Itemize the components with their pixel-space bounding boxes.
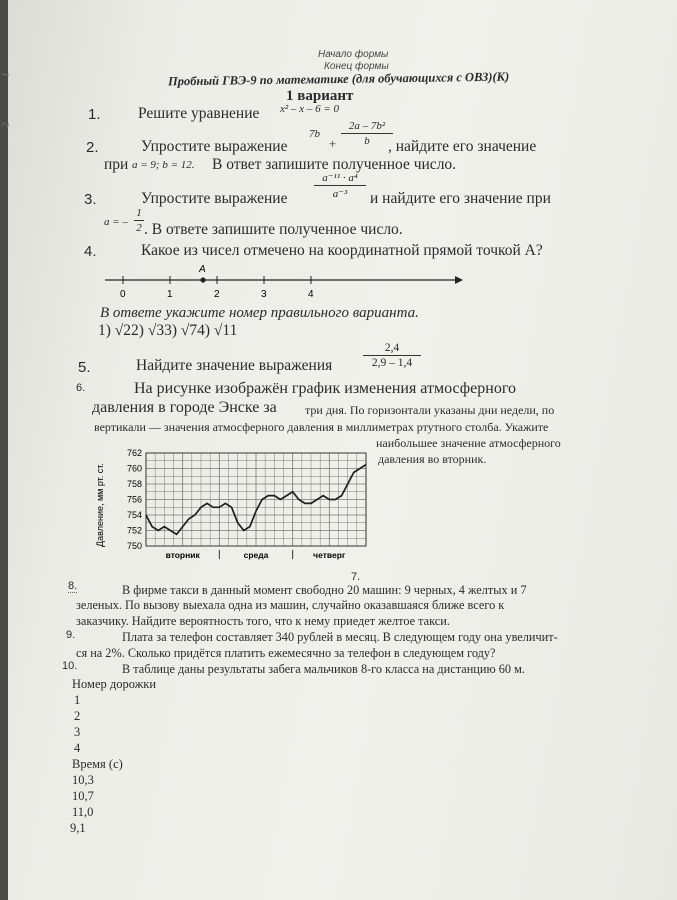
- q6-text-line5: давления во вторник.: [378, 452, 487, 466]
- q6-text-line3: вертикали — значения атмосферного давления в миллиметрах ртутного столба. Укажите: [94, 420, 549, 434]
- chart-ytick-label: 760: [126, 463, 142, 474]
- chart-xtick-label: четверг: [313, 550, 346, 560]
- q2-term1: 7b: [309, 128, 320, 140]
- chart-ytick-label: 756: [126, 494, 142, 505]
- q9-line1: Плата за телефон составляет 340 рублей в месяц. В следующем году она увеличит-: [122, 630, 558, 644]
- q2-line2-prefix: при: [104, 156, 129, 173]
- number-line-tick-label: 3: [261, 289, 267, 300]
- form-start-label: Начало формы: [318, 49, 389, 60]
- q6-text-line2-big: давления в городе Энске за: [92, 399, 277, 416]
- q2-text-after: , найдите его значение: [388, 138, 537, 155]
- q3-condition: a = –: [104, 216, 128, 228]
- q3-fraction-denominator: a⁻³: [332, 188, 348, 200]
- q3-text: Упростите выражение: [141, 190, 288, 207]
- q2-fraction-denominator: b: [364, 135, 370, 147]
- lane-value: 4: [74, 741, 81, 755]
- exam-title: Пробный ГВЭ-9 по математике (для обучающихся с ОВЗ)(К): [167, 69, 510, 89]
- point-a-marker: [200, 277, 205, 282]
- time-value: 11,0: [72, 805, 94, 819]
- form-end-label: Конец формы: [324, 61, 389, 72]
- point-a-label: A: [199, 264, 206, 275]
- q6-number: 6.: [76, 382, 86, 394]
- time-column-header: Время (с): [72, 757, 123, 771]
- q4-answer-prompt: В ответе укажите номер правильного варианта.: [100, 305, 419, 321]
- q4-number: 4.: [84, 243, 97, 260]
- q3-fraction-bar: [314, 185, 366, 186]
- lane-column-header: Номер дорожки: [72, 677, 157, 691]
- q3-cond-denominator: 2: [136, 222, 142, 234]
- lane-value: 2: [74, 709, 81, 723]
- q1-text: Решите уравнение: [138, 105, 260, 122]
- chart-xtick-label: среда: [243, 550, 269, 560]
- q2-number: 2.: [86, 139, 99, 156]
- number-line: [103, 260, 463, 300]
- q5-fraction-numerator: 2,4: [384, 342, 400, 354]
- q4-option-1: 1) √2: [98, 322, 132, 339]
- q5-number: 5.: [78, 359, 91, 376]
- q5-fraction-denominator: 2,9 – 1,4: [371, 357, 413, 369]
- margin-mark: 1: [0, 71, 12, 79]
- chart-xtick-label: вторник: [165, 550, 200, 560]
- variant-heading: 1 вариант: [286, 88, 354, 104]
- q4-option-4: 4) √11: [197, 322, 238, 339]
- chart-ytick-label: 752: [126, 525, 142, 536]
- q7-number: 7.: [351, 571, 361, 583]
- q8-line3: заказчику. Найдите вероятность того, что к нему приедет желтое такси.: [76, 614, 450, 628]
- q2-fraction-numerator: 2a – 7b²: [348, 120, 386, 132]
- q4-option-2: 2) √3: [131, 322, 165, 339]
- q2-plus: +: [328, 136, 337, 151]
- q6-text-line4: наибольшее значение атмосферного: [376, 436, 561, 450]
- q3-fraction: [314, 171, 366, 200]
- q3-cond-bar: [134, 220, 144, 221]
- q10-line1: В таблице даны результаты забега мальчиков 8-го класса на дистанцию 60 м.: [122, 662, 525, 676]
- q1-number: 1.: [88, 106, 101, 123]
- chart-ytick-label: 762: [126, 448, 142, 458]
- q1-formula: x² – x – 6 = 0: [280, 103, 339, 115]
- q5-fraction-bar: [363, 355, 421, 356]
- number-line-tick-label: 1: [167, 289, 173, 300]
- q3-fraction-numerator: a⁻¹¹ · a⁴: [322, 172, 358, 184]
- q4-options: [98, 323, 237, 339]
- q5-text: Найдите значение выражения: [136, 357, 333, 374]
- number-line-tick-label: 0: [120, 289, 126, 300]
- lane-value: 3: [74, 725, 81, 739]
- q5-fraction: [363, 342, 421, 369]
- q8-line1: В фирме такси в данный момент свободно 20 машин: 9 черных, 4 желтых и 7: [122, 583, 527, 597]
- q2-condition: a = 9; b = 12.: [132, 159, 195, 171]
- q3-cond-fraction: [134, 207, 144, 234]
- pressure-chart: [86, 443, 376, 571]
- number-line-tick-label: 4: [308, 289, 314, 300]
- q9-number: 9.: [66, 629, 76, 641]
- chart-ytick-label: 754: [126, 510, 142, 520]
- time-value: 9,1: [70, 821, 86, 835]
- q6-text-line2-small: три дня. По горизонтали указаны дни недели, по: [305, 403, 555, 417]
- chart-ytick-label: 758: [126, 479, 142, 489]
- q3-number: 3.: [84, 191, 97, 208]
- time-value: 10,7: [72, 789, 94, 803]
- time-value: 10,3: [72, 773, 94, 787]
- q2-text: Упростите выражение: [141, 138, 288, 155]
- q3-text-after: и найдите его значение при: [370, 190, 551, 207]
- q3-cond-numerator: 1: [136, 207, 142, 219]
- q8-line2: зеленых. По вызову выехала одна из машин, случайно оказавшаяся ближе всего к: [76, 598, 505, 612]
- q6-text-line1: На рисунке изображён график изменения атмосферного: [134, 380, 516, 397]
- q2-line2-text: В ответ запишите полученное число.: [212, 156, 457, 173]
- chart-ytick-label: 750: [126, 541, 142, 551]
- q8-number: 8.: [68, 580, 78, 592]
- chart-ylabel: Давление, мм рт. ст.: [95, 463, 105, 547]
- q10-number: 10.: [62, 660, 78, 672]
- q2-fraction-bar: [341, 133, 393, 134]
- q4-option-3: 3) √7: [164, 322, 198, 339]
- number-line-arrow: [455, 276, 463, 284]
- number-line-tick-label: 2: [214, 289, 220, 300]
- q4-text: Какое из чисел отмечено на координатной прямой точкой А?: [141, 242, 543, 259]
- q9-line2: ся на 2%. Сколько придётся платить ежемесячно за телефон в следующем году?: [76, 646, 496, 660]
- q3-line2-text: . В ответе запишите полученное число.: [144, 221, 403, 238]
- margin-mark: 2: [0, 121, 12, 129]
- q2-fraction: [341, 120, 393, 147]
- lane-value: 1: [74, 693, 81, 707]
